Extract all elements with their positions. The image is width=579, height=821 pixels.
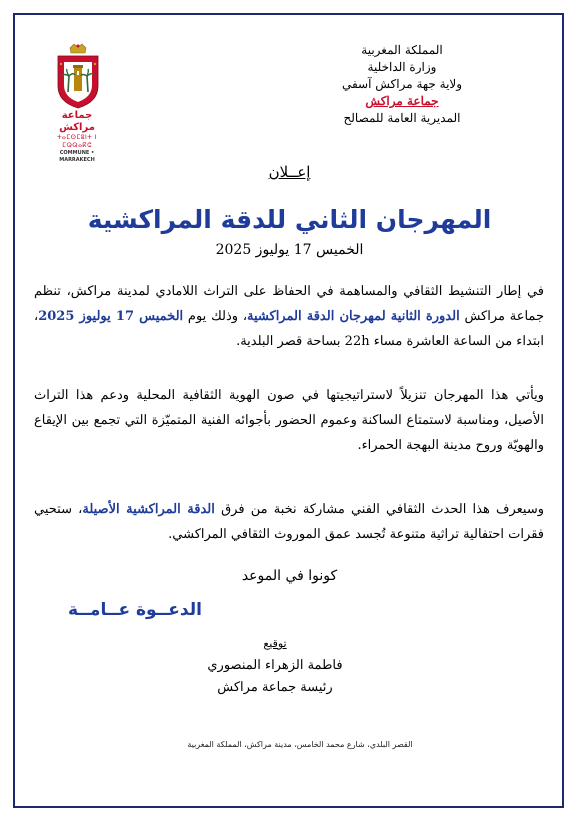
intro-text-e: ، ابتداء من الساعة العاشرة مساء 22h بساحة قصر البلدية. [34, 309, 544, 349]
program-text-a: وسيعرف هذا الحدث الثقافي الفني مشاركة نخبة من فرق [214, 502, 544, 517]
marrakech-emblem-icon [52, 42, 104, 110]
logo-tifinagh-name: ⵜⴰⵎⵙⵎⵓⵏⵜ ⵏ ⵎⵕⵕⴰⴽⵛ [56, 134, 98, 149]
program-highlight-troupes: الدقة المراكشية الأصيلة [82, 502, 215, 517]
commune-line: جماعة مراكش [365, 94, 439, 108]
paragraph-purpose: ويأتي هذا المهرجان تنزيلاً لاستراتيجيتها في صون الهوية الثقافية المحلية ودعم هذا التراث الأصيل، ومناسبة لاستمتاع الساكنة وعموم الحضور بأجوائه الفنية المتميّزة التي تجمع بين الإيقاع والهويّة وروح مدينة البهجة الحمراء. [34, 388, 544, 453]
announcement-heading: إعــلان [268, 163, 311, 181]
signature-block [160, 633, 390, 699]
signature-label: توقيع [263, 637, 287, 650]
letterhead [287, 42, 517, 127]
program-text-c: ، ستحيي فقرات احتفالية تراثية متنوعة تُجسد عمق الموروث الثقافي المراكشي. [34, 502, 544, 542]
kingdom-line: المملكة المغربية [361, 43, 443, 57]
ministry-line: وزارة الداخلية [367, 60, 437, 74]
intro-text-a: في إطار التنشيط الثقافي والمساهمة في الحفاظ على التراث اللامادي لمدينة مراكش، تنظم جماعة مراكش [34, 284, 544, 324]
see-you-line: كونوا في الموعد [241, 568, 338, 584]
intro-highlight-edition: الدورة الثانية لمهرجان الدقة المراكشية [247, 309, 460, 324]
footer-address: القصر البلدي، شارع محمد الخامس، مدينة مراكش، المملكة المغربية [187, 740, 413, 749]
signatory-role: رئيسة جماعة مراكش [217, 680, 333, 695]
paragraph-program [34, 497, 544, 547]
logo-arabic-name: جماعة مراكش [59, 110, 95, 133]
paragraph-intro [34, 279, 544, 354]
logo-caption [43, 110, 111, 164]
wilaya-line: ولاية جهة مراكش آسفي [341, 77, 463, 91]
festival-title: المهرجان الثاني للدقة المراكشية [87, 205, 492, 234]
intro-text-c: ، وذلك يوم [183, 309, 248, 324]
directorate-line: المديرية العامة للمصالح [343, 111, 461, 125]
signatory-name: فاطمة الزهراء المنصوري [207, 658, 343, 673]
intro-highlight-date: الخميس 17 يوليوز 2025 [38, 309, 184, 324]
open-invitation: الدعــوة عــامــة [68, 600, 202, 620]
logo-french-name: COMMUNE • MARRAKECH [59, 150, 95, 163]
event-date: الخميس 17 يوليوز 2025 [215, 242, 364, 258]
